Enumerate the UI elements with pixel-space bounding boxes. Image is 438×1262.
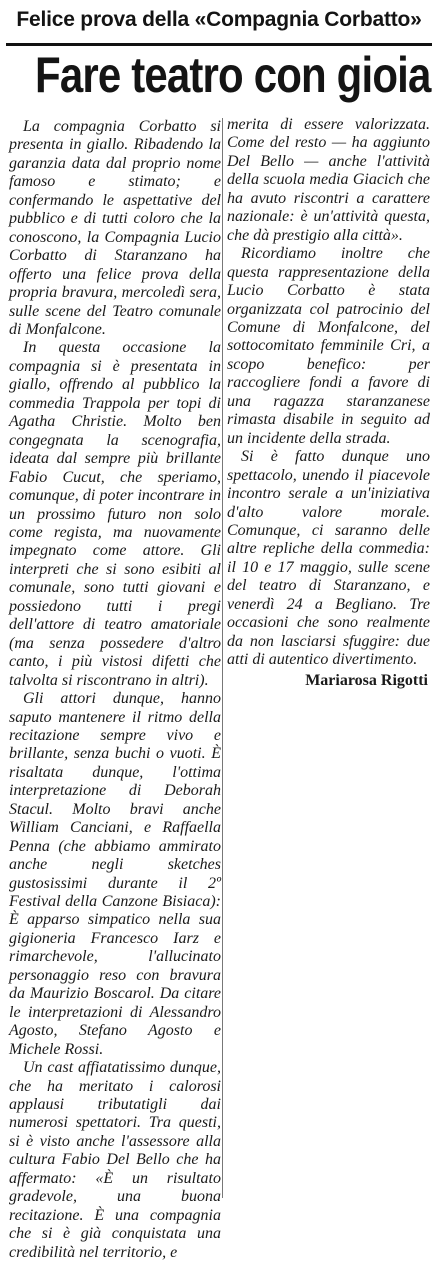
article-headline: Fare teatro con gioia [35,47,431,103]
author-byline: Mariarosa Rigotti [305,671,428,689]
paragraph: merita di essere valorizzata. Come del resto — ha aggiunto Del Bello — anche l'attività della scuola media Giacich che ha avuto riscontri a carattere nazionale: è un'attività questa, che dà prestigio alla città». [227,116,430,244]
paragraph: La compagnia Corbatto si presenta in giallo. Ribadendo la garanzia data dal proprio nome famoso e stimato; e confermando le aspettative del pubblico e di tutti coloro che la conoscono, la Compagnia Lucio Corbatto di Staranzano ha offerto una felice prova della propria bravura, mercoledì sera, sulle scene del Teatro comunale di Monfalcone. [9,118,221,338]
right-column [227,116,430,690]
paragraph: Ricordiamo inoltre che questa rappresentazione della Lucio Corbatto è stata organizzata col patrocinio del Comune di Monfalcone, del sottocomitato femminile Cri, a scopo benefico: per raccogliere fondi a favore di una ragazza staranzanese rimasta disabile in seguito ad un incidente della strada. [227,245,430,447]
paragraph: Si è fatto dunque uno spettacolo, unendo il piacevole incontro serale a un'iniziativa d'alto valore morale. Comunque, ci saranno delle altre repliche della commedia: il 10 e 17 maggio, sulle scene del teatro di Staranzano, e venerdì 24 a Begliano. Tre occasioni che sono realmente da non lasciarsi sfuggire: due atti di autentico divertimento. [227,448,430,669]
article-kicker: Felice prova della «Compagnia Corbatto» [16,8,422,31]
paragraph: In questa occasione la compagnia si è presentata in giallo, offrendo al pubblico la commedia Trappola per topi di Agatha Christie. Molto ben congegnata la scenografia, ideata dal sempre più brillante Fabio Cucut, che speriamo, comunque, di poter incontrare in un prossimo futuro non solo come regista, ma nuovamente impegnato come attore. Gli interpreti che si sono esibiti al comunale, sono tutti giovani e possiedono tutti i pregi dell'attore di teatro amatoriale (ma senza possedere d'altro canto, i più vistosi difetti che talvolta si riscontrano in altri). [9,339,221,689]
column-divider [222,118,223,1198]
paragraph: Gli attori dunque, hanno saputo mantenere il ritmo della recitazione sempre vivo e brillante, senza buchi o vuoti. È risaltata dunque, l'ottima interpretazione di Deborah Stacul. Molto bravi anche William Canciani, e Raffaella Penna (che abbiamo ammirato anche negli sketches gustosissimi durante il 2º Festival della Canzone Bisiaca): È apparso simpatico nella sua gigioneria Francesco Iarz e rimarchevole, l'allucinato personaggio reso con bravura da Maurizio Boscarol. Da citare le interpretazioni di Alessandro Agosto, Stefano Agosto e Michele Rossi. [9,690,221,1058]
paragraph: Un cast affiatatissimo dunque, che ha meritato i calorosi applausi tributatigli dai numerosi spettatori. Tra questi, si è visto anche l'assessore alla cultura Fabio Del Bello che ha affermato: «È un risultato gradevole, una buona recitazione. È una compagnia che si è già conquistata una credibilità nel territorio, e [9,1059,221,1261]
left-column [9,118,221,1262]
